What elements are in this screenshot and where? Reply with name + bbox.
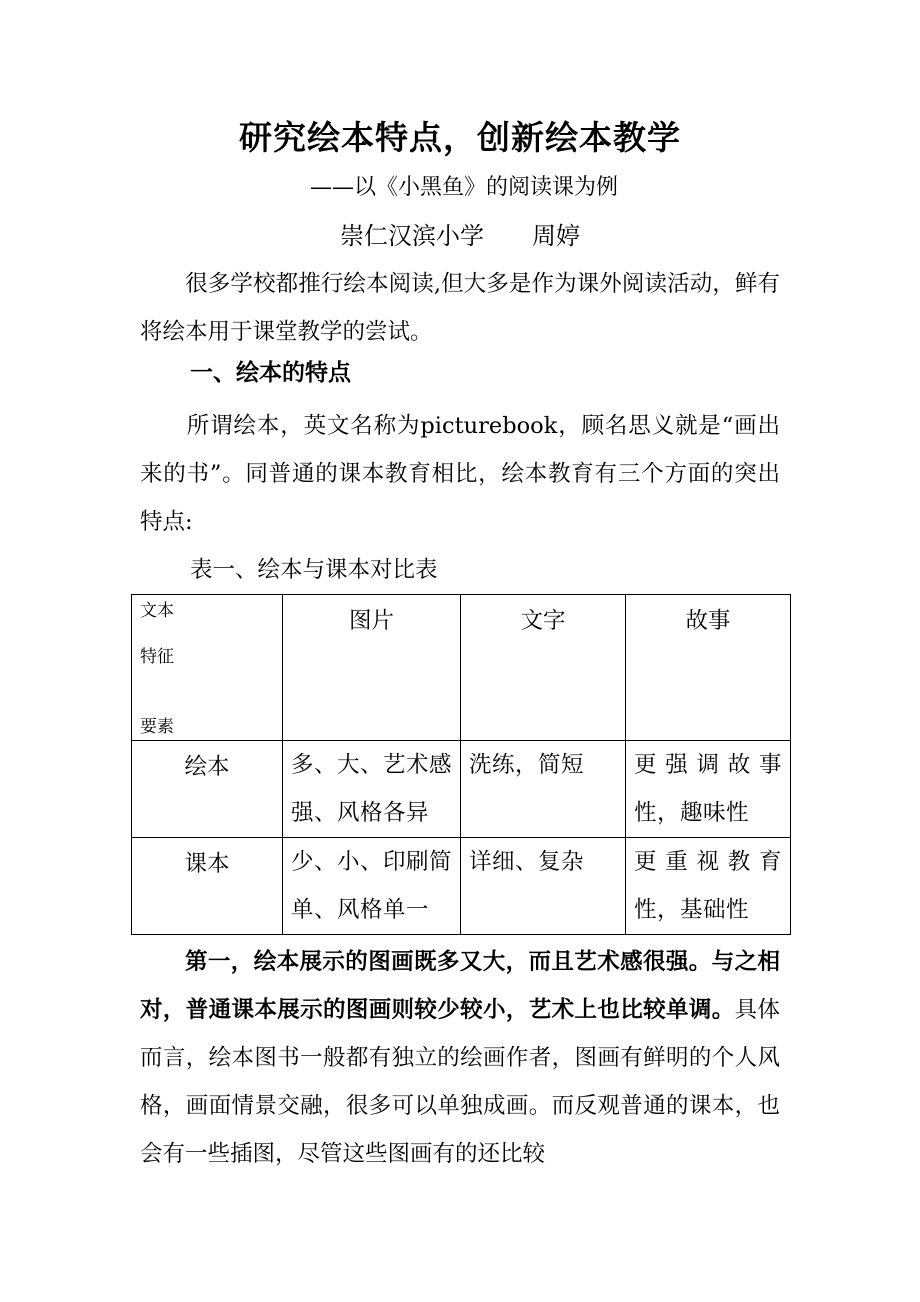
author-name: 周婷 — [532, 222, 580, 250]
author-school: 崇仁汉滨小学 — [340, 222, 484, 250]
table-row — [132, 838, 791, 935]
table-cell: 更强调故事性，趣味性 — [626, 741, 791, 838]
table-cell: 多、大、艺术感强、风格各异 — [283, 741, 461, 838]
document-title: 研究绘本特点，创新绘本教学 — [239, 118, 681, 157]
document-subtitle: ——以《小黑鱼》的阅读课为例 — [309, 175, 618, 200]
table-row-label: 绘本 — [132, 741, 283, 838]
author-line — [0, 216, 920, 251]
table-header-cell: 文字 — [461, 595, 626, 741]
table-cell: 更重视教育性，基础性 — [626, 838, 791, 935]
table-header-cell: 故事 — [626, 595, 791, 741]
section-paragraph: 所谓绘本，英文名称为picturebook，顾名思义就是“画出来的书”。同普通的课本教育相比，绘本教育有三个方面的突出特点: — [140, 413, 780, 535]
intro-paragraph: 很多学校都推行绘本阅读,但大多是作为课外阅读活动，鲜有将绘本用于课堂教学的尝试。 — [140, 271, 780, 345]
table-row-label: 课本 — [132, 838, 283, 935]
table-row — [132, 741, 791, 838]
table-cell: 详细、复杂 — [461, 838, 626, 935]
corner-label: 特征 — [140, 647, 174, 667]
table-caption: 表一、绘本与课本对比表 — [190, 557, 438, 583]
table-corner-cell — [132, 595, 283, 741]
table-cell: 少、小、印刷简单、风格单一 — [283, 838, 461, 935]
point-one-emphasis: 第一，绘本展示的图画既多又大，而且艺术感很强。与之相对，普通课本展示的图画则较少较小，艺术上也比较单调。 — [140, 949, 780, 1023]
section-heading: 一、绘本的特点 — [190, 360, 351, 386]
point-one-paragraph — [140, 938, 780, 1178]
table-cell: 洗练，简短 — [461, 741, 626, 838]
table-header-row — [132, 595, 791, 741]
comparison-table — [131, 594, 791, 935]
corner-label: 要素 — [140, 717, 174, 737]
corner-label: 文本 — [140, 601, 174, 621]
table-header-cell: 图片 — [283, 595, 461, 741]
point-one-body: 具体而言，绘本图书一般都有独立的绘画作者，图画有鲜明的个人风格，画面情景交融，很多可以单独成画。而反观普通的课本，也会有一些插图，尽管这些图画有的还比较 — [140, 997, 780, 1167]
